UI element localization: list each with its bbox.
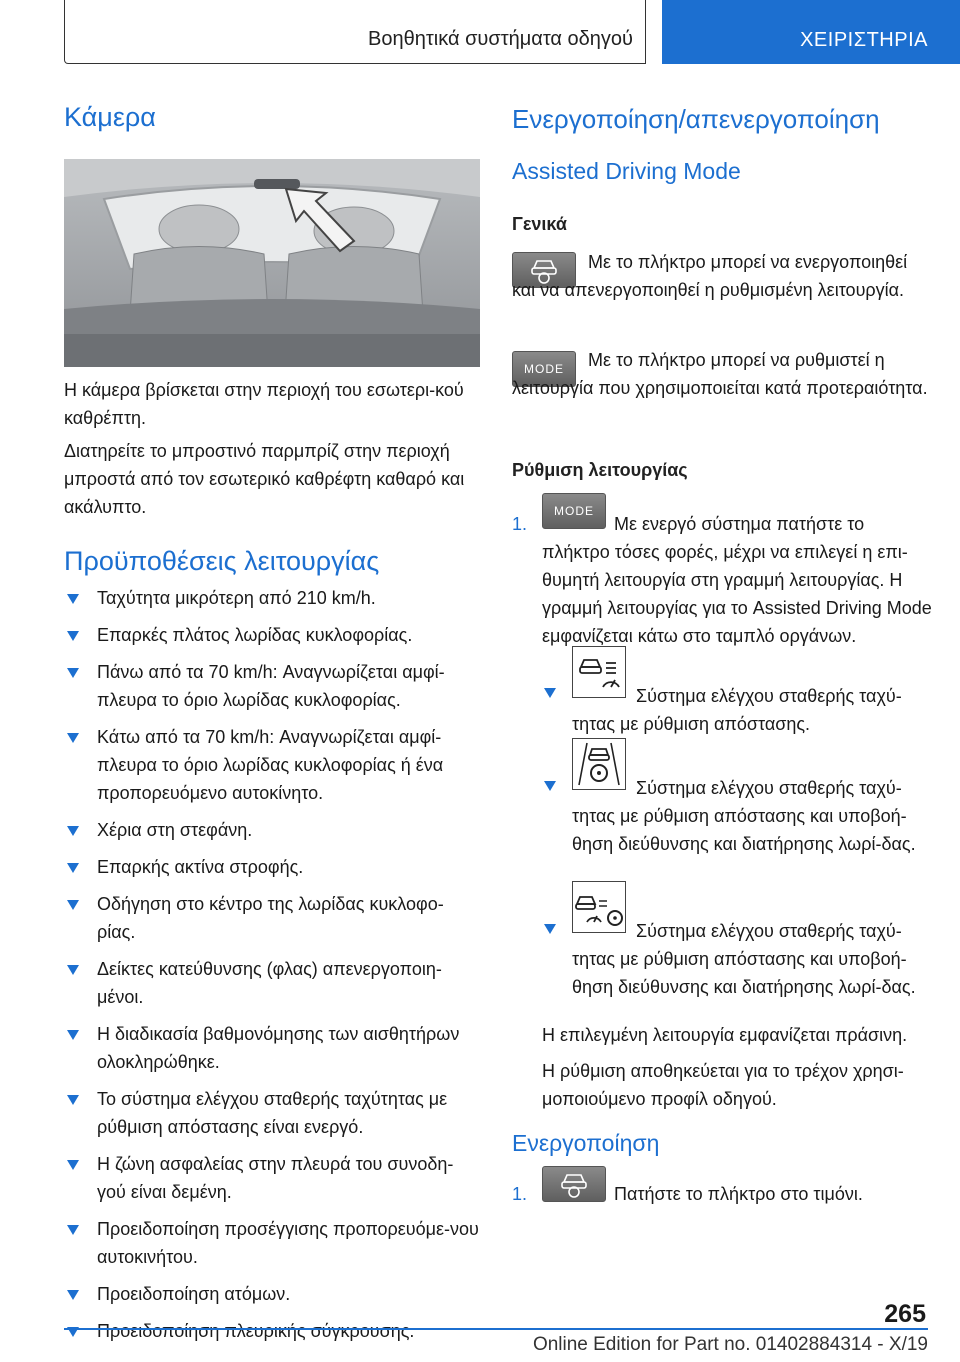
triangle-bullet-icon [67, 631, 79, 641]
sub-item-1: Σύστημα ελέγχου σταθερής ταχύ-τητας με ρύθμιση απόστασης. [572, 686, 902, 734]
footer-divider [64, 1328, 928, 1330]
camera-paragraph-1: Η κάμερα βρίσκεται στην περιοχή του εσωτερι-κού καθρέπτη. [64, 380, 464, 428]
step-number: 1. [512, 514, 528, 534]
steering-wheel-button-icon [542, 1166, 606, 1202]
list-item: Ταχύτητα μικρότερη από 210 km/h. [64, 584, 480, 612]
triangle-bullet-icon [67, 1030, 79, 1040]
triangle-bullet-icon [67, 733, 79, 743]
activation-step-text: Πατήστε το πλήκτρο στο τιμόνι. [614, 1184, 863, 1204]
list-item: Προειδοποίηση πλευρικής σύγκρουσης. [64, 1317, 480, 1345]
section-title: Βοηθητικά συστήματα οδηγού [368, 28, 633, 50]
chapter-title: ΧΕΙΡΙΣΤΗΡΙΑ [800, 29, 928, 51]
list-item: Η διαδικασία βαθμονόμησης των αισθητήρων ολοκληρώθηκε. [64, 1020, 480, 1076]
car-steering-icon [554, 1170, 594, 1198]
profile-saved-note: Η ρύθμιση αποθηκεύεται για το τρέχον χρησι-μοποιούμενο προφίλ οδηγού. [542, 1061, 904, 1109]
camera-heading: Κάμερα [64, 102, 156, 132]
triangle-bullet-icon [67, 1290, 79, 1300]
list-item: Κάτω από τα 70 km/h: Αναγνωρίζεται αμφί-πλευρα το όριο λωρίδας κυκλοφορίας ή ένα προπορευόμενο αυτοκίνητο. [64, 723, 480, 807]
list-item: Επαρκής ακτίνα στροφής. [64, 853, 480, 881]
list-item: Επαρκές πλάτος λωρίδας κυκλοφορίας. [64, 621, 480, 649]
activation-heading: Ενεργοποίηση [512, 1130, 660, 1156]
step-number: 1. [512, 1184, 528, 1204]
triangle-bullet-icon [67, 1160, 79, 1170]
general-heading: Γενικά [512, 214, 567, 234]
triangle-bullet-icon [67, 594, 79, 604]
triangle-bullet-icon [67, 668, 79, 678]
triangle-bullet-icon [67, 863, 79, 873]
triangle-bullet-icon [67, 965, 79, 975]
list-item: Προειδοποίηση ατόμων. [64, 1280, 480, 1308]
edition-info: Online Edition for Part no. 01402884314 - X/19 [532, 1334, 928, 1355]
prerequisites-heading: Προϋποθέσεις λειτουργίας [64, 546, 380, 576]
mode-label: MODE [524, 362, 564, 376]
list-item: Το σύστημα ελέγχου σταθερής ταχύτητας με ρύθμιση απόστασης είναι ενεργό. [64, 1085, 480, 1141]
list-item: Δείκτες κατεύθυνσης (φλας) απενεργοποιη-μένοι. [64, 955, 480, 1011]
prerequisites-list [64, 584, 480, 1354]
mode-label: MODE [554, 504, 594, 518]
list-item: Χέρια στη στεφάνη. [64, 816, 480, 844]
general-paragraph-1: Με το πλήκτρο μπορεί να ενεργοποιηθεί και να απενεργοποιηθεί η ρυθμισμένη λειτουργία. [512, 252, 908, 300]
sub-item-2: Σύστημα ελέγχου σταθερής ταχύ-τητας με ρύθμιση απόστασης και υποβοή-θηση διεύθυνσης και διατήρησης λωρί-δας. [572, 778, 916, 854]
list-item: Προειδοποίηση προσέγγισης προπορευόμε-νου αυτοκινήτου. [64, 1215, 480, 1271]
car-interior-illustration [64, 159, 480, 367]
triangle-bullet-icon [544, 924, 556, 934]
assisted-driving-mode-heading: Assisted Driving Mode [512, 158, 741, 184]
function-setting-heading: Ρύθμιση λειτουργίας [512, 460, 688, 480]
step-1-text: Με ενεργό σύστημα πατήστε το πλήκτρο τόσες φορές, μέχρι να επιλεγεί η επι-θυμητή λειτουργία στη γραμμή λειτουργίας. Η γραμμή λειτουργίας για το Assisted Driving Mode εμφανίζεται κάτω στο ταμπλό οργάνων. [542, 514, 932, 646]
activation-main-heading: Ενεργοποίηση/απενεργοποίηση [512, 104, 880, 134]
header-chapter-box [662, 0, 960, 64]
camera-photo [64, 159, 480, 367]
triangle-bullet-icon [67, 826, 79, 836]
list-item: Πάνω από τα 70 km/h: Αναγνωρίζεται αμφί-πλευρα το όριο λωρίδας κυκλοφορίας. [64, 658, 480, 714]
triangle-bullet-icon [544, 781, 556, 791]
triangle-bullet-icon [544, 688, 556, 698]
page-number: 265 [884, 1300, 926, 1328]
triangle-bullet-icon [67, 900, 79, 910]
triangle-bullet-icon [67, 1225, 79, 1235]
triangle-bullet-icon [67, 1095, 79, 1105]
list-item: Η ζώνη ασφαλείας στην πλευρά του συνοδη-γού είναι δεμένη. [64, 1150, 480, 1206]
camera-paragraph-2: Διατηρείτε το μπροστινό παρμπρίζ στην περιοχή μπροστά από τον εσωτερικό καθρέφτη καθαρό και ακάλυπτο. [64, 441, 465, 517]
list-item: Οδήγηση στο κέντρο της λωρίδας κυκλοφο-ρίας. [64, 890, 480, 946]
general-paragraph-2: Με το πλήκτρο μπορεί να ρυθμιστεί η λειτουργία που χρησιμοποιείται κατά προτεραιότητα. [512, 350, 928, 398]
selected-green-note: Η επιλεγμένη λειτουργία εμφανίζεται πράσινη. [542, 1025, 908, 1045]
header-section-box [64, 0, 646, 64]
sub-item-3: Σύστημα ελέγχου σταθερής ταχύ-τητας με ρύθμιση απόστασης και υποβοή-θηση διεύθυνσης και διατήρησης λωρί-δας. [572, 921, 916, 997]
